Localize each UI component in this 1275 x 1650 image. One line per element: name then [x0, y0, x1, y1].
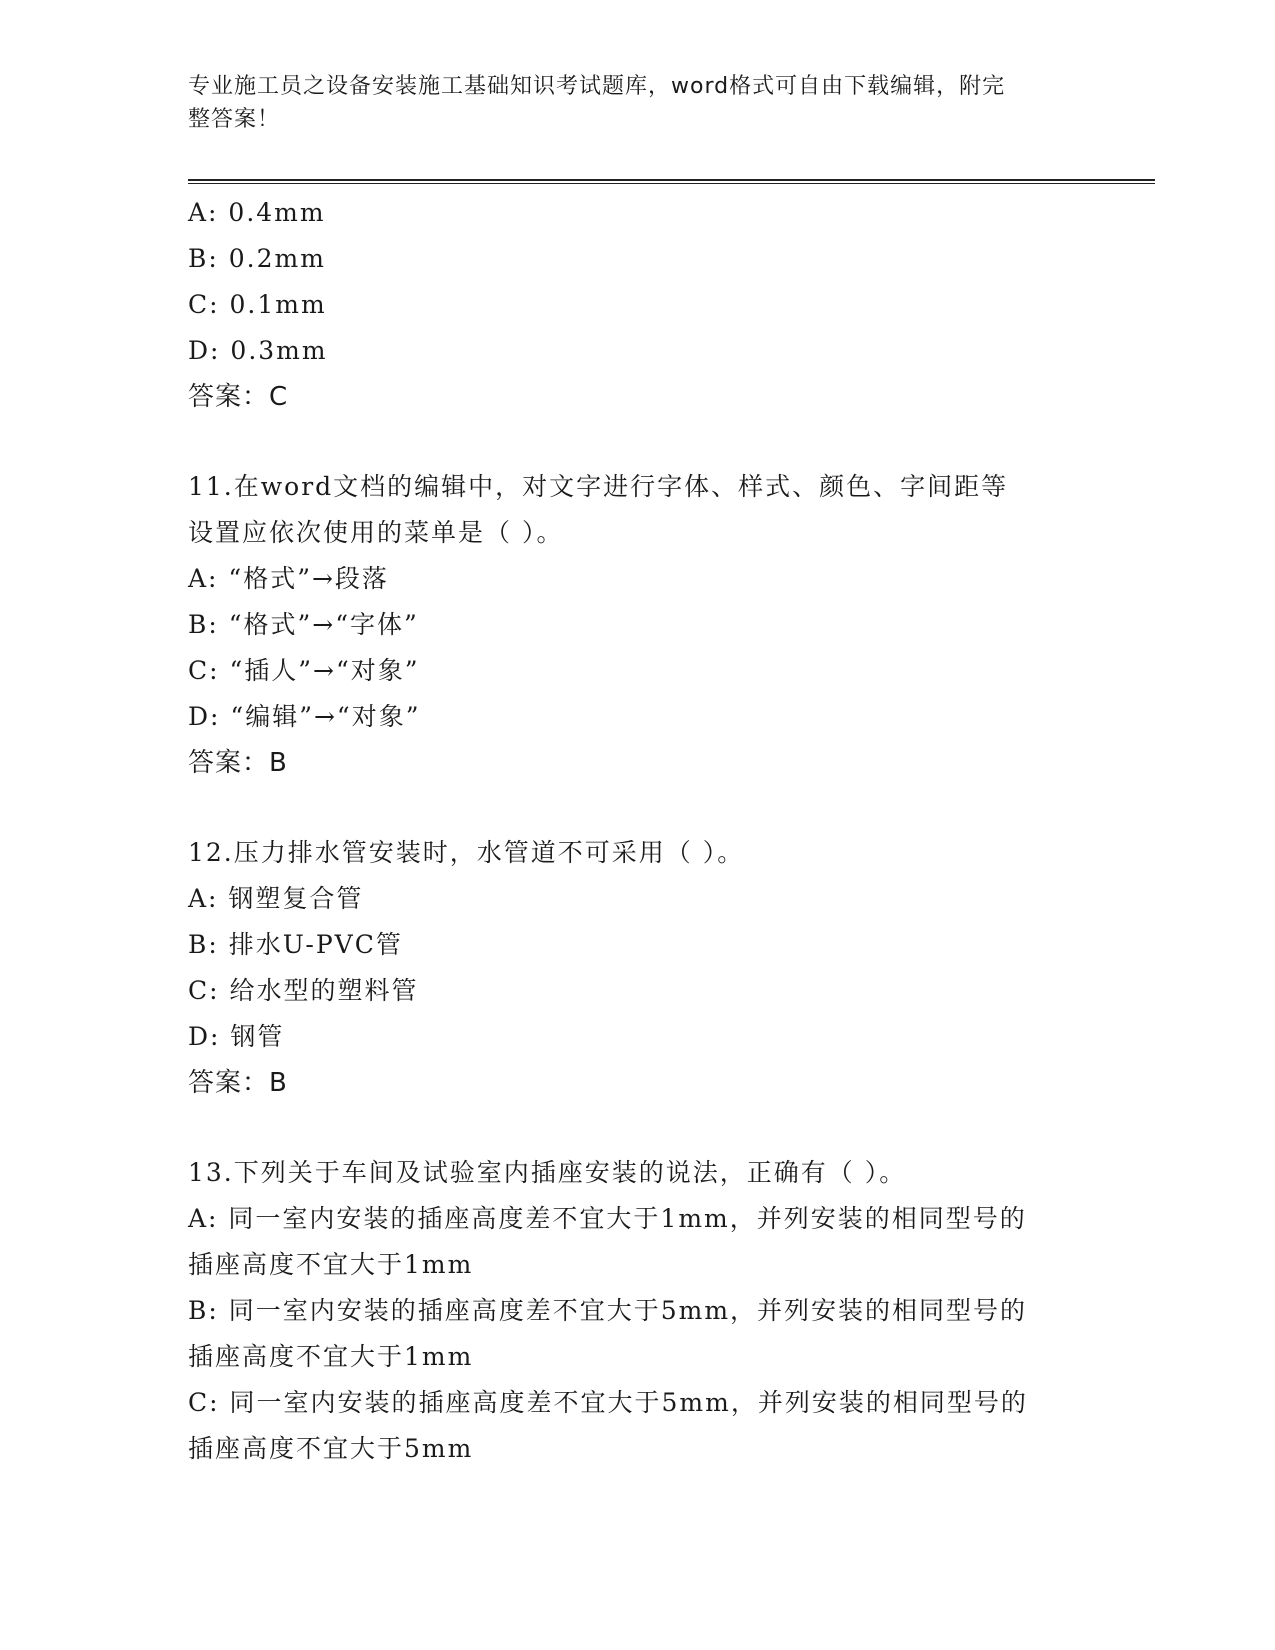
- header-line-1: 专业施工员之设备安装施工基础知识考试题库，word格式可自由下载编辑，附完: [188, 74, 1006, 99]
- option-b: B: 同一室内安装的插座高度差不宜大于5mm，并列安装的相同型号的: [188, 1296, 1028, 1325]
- question-11: [188, 464, 1088, 786]
- option-c: C: 给水型的塑料管: [188, 976, 419, 1005]
- option-d: D: “编辑”→“对象”: [188, 702, 421, 731]
- option-a: A: 0.4mm: [188, 198, 326, 227]
- option-c: C: “插人”→“对象”: [188, 656, 420, 685]
- question-stem: 12.压力排水管安装时，水管道不可采用（ ）。: [188, 838, 745, 867]
- question-content: [188, 190, 1088, 1472]
- header-divider-thin: [188, 183, 1155, 184]
- option-a-continued: 插座高度不宜大于1mm: [188, 1250, 474, 1279]
- option-b: B: 0.2mm: [188, 244, 326, 273]
- answer: 答案：B: [188, 748, 288, 778]
- header-divider-thick: [188, 179, 1155, 181]
- option-a: A: 钢塑复合管: [188, 884, 364, 913]
- document-header: [188, 70, 1068, 136]
- option-c: C: 0.1mm: [188, 290, 327, 319]
- answer: 答案：C: [188, 382, 289, 412]
- header-line-2: 整答案！: [188, 107, 281, 132]
- question-stem: 11.在word文档的编辑中，对文字进行字体、样式、颜色、字间距等: [188, 472, 1009, 501]
- option-c: C: 同一室内安装的插座高度差不宜大于5mm，并列安装的相同型号的: [188, 1388, 1028, 1417]
- question-10: [188, 190, 1088, 420]
- option-a: A: 同一室内安装的插座高度差不宜大于1mm，并列安装的相同型号的: [188, 1204, 1027, 1233]
- question-stem-continued: 设置应依次使用的菜单是（ ）。: [188, 518, 564, 547]
- option-d: D: 0.3mm: [188, 336, 328, 365]
- answer: 答案：B: [188, 1068, 288, 1098]
- option-b: B: 排水U-PVC管: [188, 930, 403, 959]
- option-d: D: 钢管: [188, 1022, 285, 1051]
- option-a: A: “格式”→段落: [188, 564, 389, 593]
- option-b-continued: 插座高度不宜大于1mm: [188, 1342, 474, 1371]
- option-c-continued: 插座高度不宜大于5mm: [188, 1434, 474, 1463]
- question-13: [188, 1150, 1088, 1472]
- question-stem: 13.下列关于车间及试验室内插座安装的说法，正确有（ ）。: [188, 1158, 907, 1187]
- question-12: [188, 830, 1088, 1106]
- option-b: B: “格式”→“字体”: [188, 610, 419, 639]
